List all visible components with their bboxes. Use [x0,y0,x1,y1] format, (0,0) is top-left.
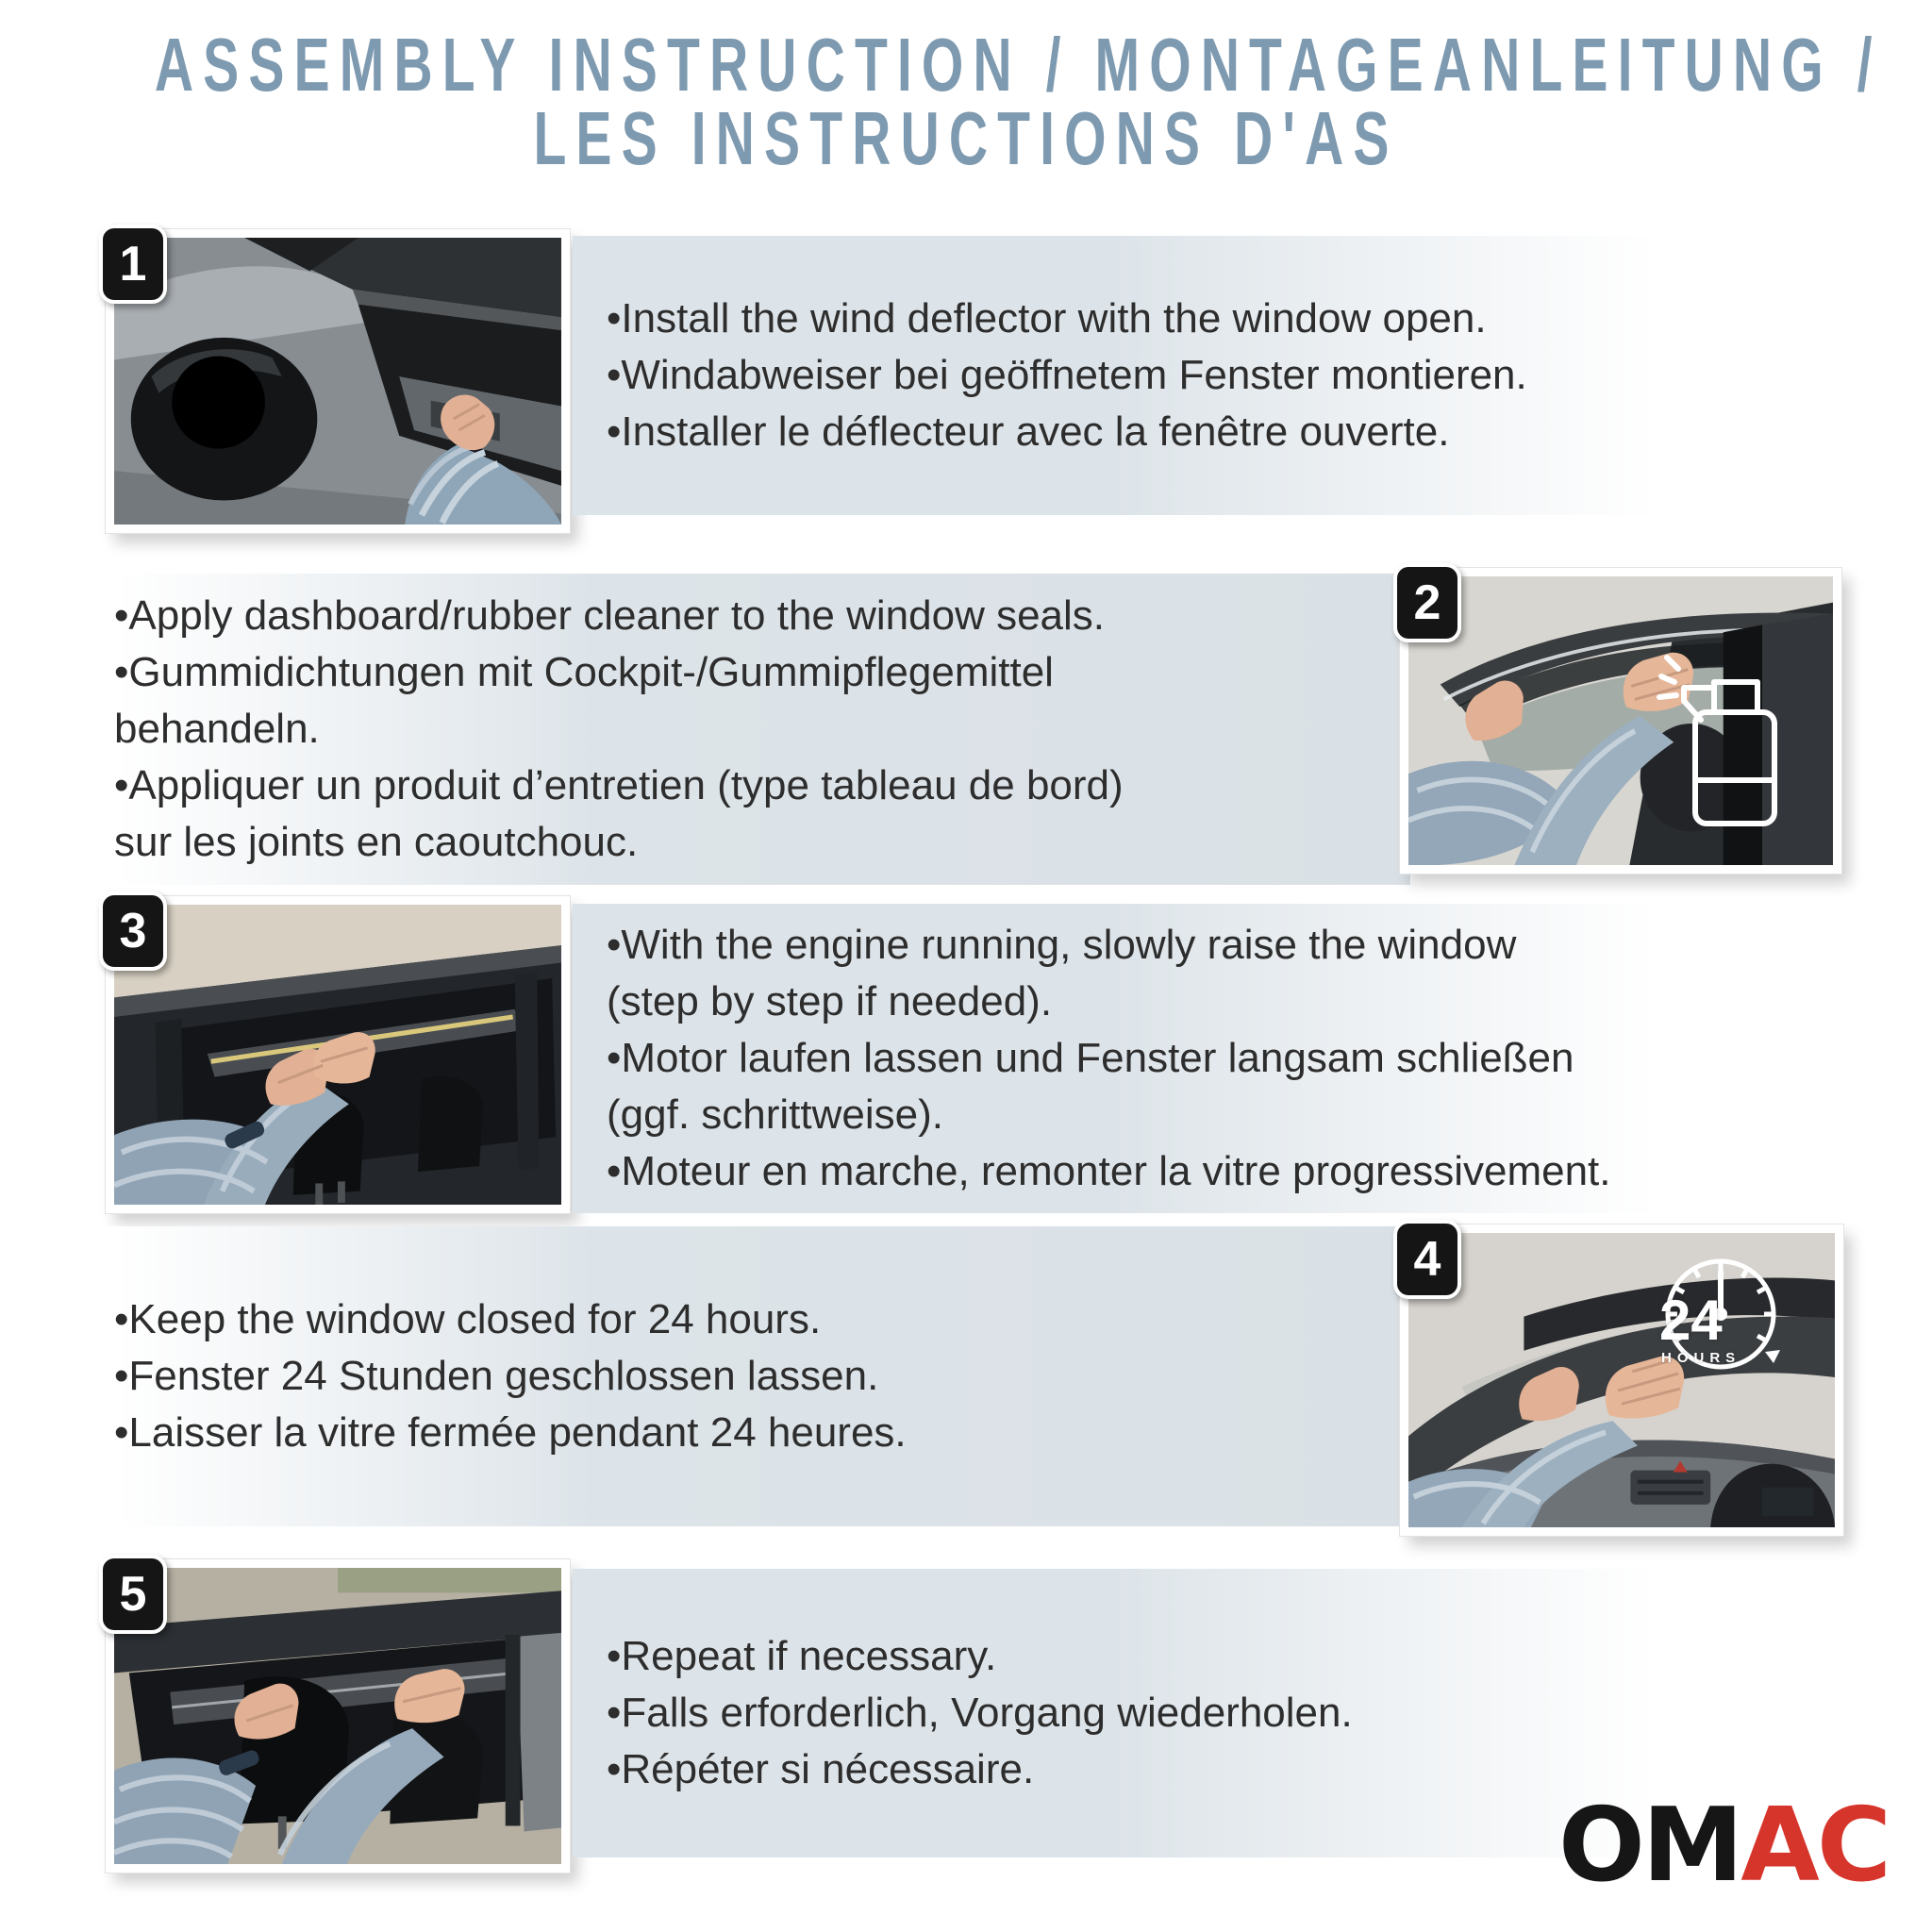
instruction-line: •With the engine running, slowly raise the window [607,922,1517,968]
24-hours-label: HOURS [1661,1350,1741,1366]
step-2-number-badge [1393,563,1461,642]
step-2-instructions [90,574,1410,885]
step-5-number-badge [99,1555,167,1634]
omac-logo [1558,1787,1890,1905]
step-3-instructions [573,904,1776,1213]
step-3-photo [106,896,570,1213]
omac-logo-black-part: OM [1558,1787,1741,1905]
instruction-line: (step by step if needed). [607,978,1053,1024]
instruction-line: •Appliquer un produit d’entretien (type tableau de bord) [114,762,1124,808]
page-title [0,23,1932,181]
instruction-line: •Repeat if necessary. [607,1633,997,1679]
step-1-photo [106,229,570,533]
spray-bottle-icon [1646,641,1797,839]
page-title-line-1: ASSEMBLY INSTRUCTION / MONTAGEANLEITUNG / [154,23,1882,108]
instruction-line: •Falls erforderlich, Vorgang wiederholen. [607,1690,1353,1736]
step-1-number-badge [99,225,167,304]
24-hours-clock-icon [1631,1250,1810,1401]
instruction-line: •Gummidichtungen mit Cockpit-/Gummipflegemittel [114,649,1054,695]
step-3-number-badge [99,891,167,971]
omac-logo-red-part: AC [1740,1787,1890,1905]
step-5-photo [106,1559,570,1873]
instruction-line: •Laisser la vitre fermée pendant 24 heures. [114,1409,907,1456]
step-2-photo [1400,568,1841,874]
page-title-line-2: LES INSTRUCTIONS D'AS [533,96,1399,181]
step-1-number: 1 [119,237,147,291]
instruction-line: •Windabweiser bei geöffnetem Fenster montieren. [607,352,1527,398]
instruction-line: sur les joints en caoutchouc. [114,819,639,865]
step-1-instructions [573,236,1776,515]
step-4-number: 4 [1413,1232,1441,1287]
step-3-photo-illustration [114,905,561,1205]
instruction-line: •Moteur en marche, remonter la vitre progressivement. [607,1148,1611,1194]
instruction-line: •Répéter si nécessaire. [607,1746,1035,1792]
instruction-line: •Fenster 24 Stunden geschlossen lassen. [114,1353,879,1399]
instruction-line: •Keep the window closed for 24 hours. [114,1296,822,1342]
instruction-line: •Apply dashboard/rubber cleaner to the window seals. [114,592,1106,639]
instruction-line: behandeln. [114,706,320,752]
instruction-line: •Motor laufen lassen und Fenster langsam schließen [607,1035,1574,1081]
step-5-photo-illustration [114,1568,561,1864]
step-1-photo-illustration [114,238,561,525]
instruction-line: •Install the wind deflector with the window open. [607,295,1487,341]
step-3-number: 3 [119,904,147,958]
step-4-photo [1400,1224,1843,1536]
instruction-line: •Installer le déflecteur avec la fenêtre ouverte. [607,408,1450,455]
step-2-number: 2 [1413,575,1441,630]
step-4-instructions [90,1226,1410,1526]
step-4-number-badge [1393,1220,1461,1299]
step-5-number: 5 [119,1567,147,1622]
24-hours-value: 24 [1659,1289,1723,1352]
instruction-line: (ggf. schrittweise). [607,1091,943,1138]
